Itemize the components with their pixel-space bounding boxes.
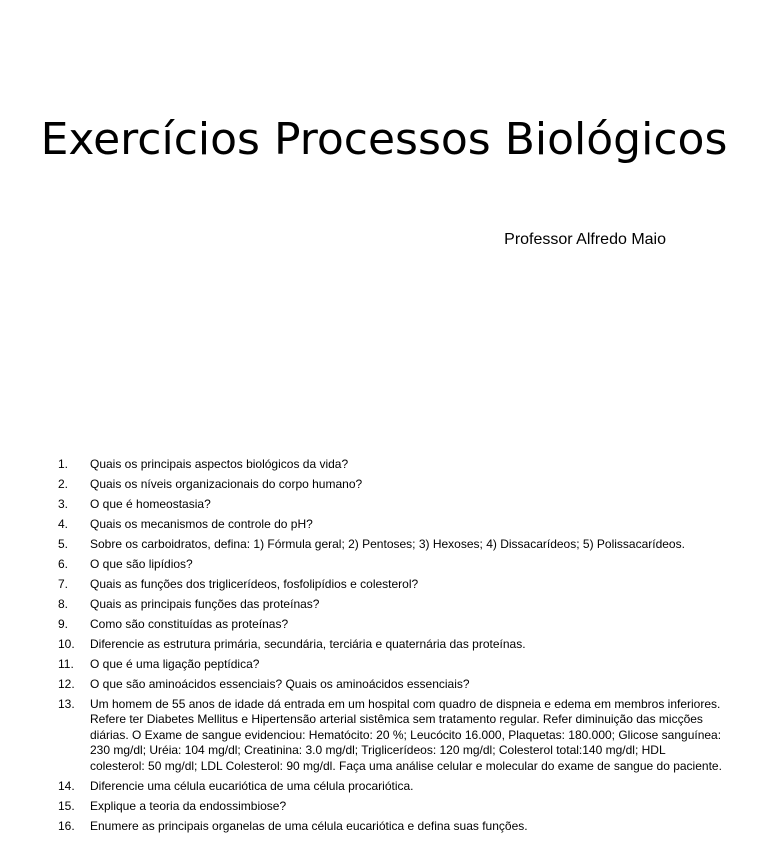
question-number: 4.: [58, 517, 69, 531]
question-list: [52, 457, 722, 839]
question-number: 14.: [58, 778, 75, 793]
list-item: [52, 557, 722, 572]
question-text: O que é uma ligação peptídica?: [90, 657, 260, 671]
question-text: Quais os mecanismos de controle do pH?: [90, 517, 313, 531]
question-number: 7.: [58, 577, 69, 591]
list-item: [52, 577, 722, 592]
list-item: [52, 497, 722, 512]
list-item: [52, 819, 722, 834]
question-number: 10.: [58, 637, 75, 651]
question-text: Enumere as principais organelas de uma célula eucariótica e defina suas funções.: [90, 818, 528, 833]
question-text: Um homem de 55 anos de idade dá entrada em um hospital com quadro de dispneia e edema em membros inferiores. Refere ter Diabetes Mellitus e Hipertensão arterial sistêmica sem tratamento regular. Refer diminuição das micções diárias. O Exame de sangue evidenciou: Hematócito: 20 %; Leucócito 16.000, Plaquetas: 180.000; Glicose sanguínea: 230 mg/dl; Uréia: 104 mg/dl; Creatinina: 3.0 mg/dl; Triglicerídeos: 120 mg/dl; Colesterol total:140 mg/dl; HDL colesterol: 50 mg/dl; LDL Colesterol: 90 mg/dl. Faça uma análise celular e molecular do exame de sangue do paciente.: [90, 697, 722, 773]
question-number: 15.: [58, 798, 75, 813]
list-item: [52, 779, 722, 794]
document-title: Exercícios Processos Biológicos: [40, 114, 728, 165]
question-text: Explique a teoria da endossimbiose?: [90, 798, 287, 813]
question-number: 9.: [58, 617, 69, 631]
list-item: [52, 477, 722, 492]
list-item: [52, 457, 722, 472]
question-text: O que são aminoácidos essenciais? Quais os aminoácidos essenciais?: [90, 677, 470, 691]
list-item: [52, 637, 722, 652]
list-item: [52, 657, 722, 672]
list-item: [52, 597, 722, 612]
document-author: Professor Alfredo Maio: [504, 231, 666, 248]
question-text: Como são constituídas as proteínas?: [90, 617, 289, 631]
question-text: O que são lipídios?: [90, 557, 193, 571]
question-text: O que é homeostasia?: [90, 497, 211, 511]
list-item: [52, 537, 722, 552]
list-item: [52, 799, 722, 814]
question-text: Quais as funções dos triglicerídeos, fosfolipídios e colesterol?: [90, 577, 419, 591]
question-text: Sobre os carboidratos, defina: 1) Fórmula geral; 2) Pentoses; 3) Hexoses; 4) Dissacarídeos; 5) Polissacarídeos.: [90, 537, 685, 551]
question-number: 5.: [58, 537, 69, 551]
question-number: 3.: [58, 497, 69, 511]
question-number: 6.: [58, 557, 69, 571]
question-text: Diferencie as estrutura primária, secundária, terciária e quaternária das proteínas.: [90, 637, 526, 651]
question-number: 8.: [58, 597, 69, 611]
question-text: Diferencie uma célula eucariótica de uma célula procariótica.: [90, 778, 414, 793]
question-text: Quais as principais funções das proteínas?: [90, 597, 320, 611]
list-item: [52, 697, 722, 774]
question-number: 1.: [58, 457, 69, 471]
question-number: 2.: [58, 477, 69, 491]
list-item: [52, 517, 722, 532]
question-number: 11.: [58, 657, 74, 671]
list-item: [52, 677, 722, 692]
question-number: 13.: [58, 697, 75, 711]
question-number: 12.: [58, 677, 75, 691]
list-item: [52, 617, 722, 632]
question-text: Quais os níveis organizacionais do corpo humano?: [90, 477, 363, 491]
question-number: 16.: [58, 818, 75, 833]
question-text: Quais os principais aspectos biológicos da vida?: [90, 457, 349, 471]
